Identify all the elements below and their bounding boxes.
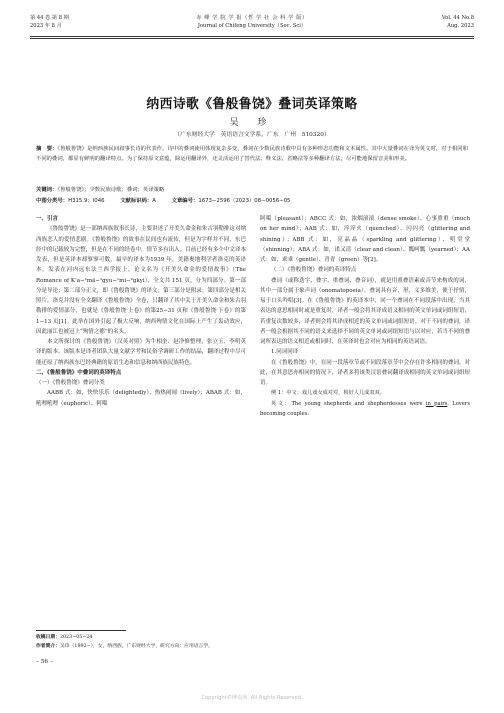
author-bio: 吴珍（1992−），女，纳西族，广东财经大学，研究方向：应用语言学。	[60, 644, 213, 649]
received-date: 2023−05−24	[60, 635, 93, 640]
footnote-rule	[36, 630, 126, 631]
subsection-heading: （一）《鲁般鲁饶》叠词分类	[36, 380, 105, 386]
journal-name-cn: 赤 峰 学 院 学 报（哲 学 社 会 科 学 版）	[196, 15, 308, 21]
volume-issue: 第 44 卷 第 8 期	[30, 15, 69, 21]
issue-date: 2023 年 8 月	[30, 23, 62, 29]
keywords	[36, 185, 468, 193]
subsection-heading: 1.同词同译	[271, 349, 299, 356]
example-chinese: 例 1：中文：戏儿戏女成对对，相好人儿成双双。	[271, 390, 385, 397]
paragraph: AABB 式：如，快快乐乐（delightedly）、热热闹闹（lively）；ABAB 式：如，吼哩吼哩（euphoric）、阿噶	[36, 390, 246, 407]
article-id-label: 文章编号：	[171, 198, 199, 204]
journal-name-en: Journal of Chifeng University（Soc. Sci）	[197, 23, 307, 29]
volume-issue-en: Vol. 44 No.8	[441, 15, 474, 21]
paragraph: 在《鲁般鲁饶》中，在同一段落章节或不同段落章节中会存在许多相同的叠词，对此，在其意思亦相同的情况下，译者多将该类汉语叠词翻译成相同的英文单词或词组短语。	[260, 359, 470, 386]
paragraph: 叠词（或称迭字、叠字、重叠词、叠音词），就是用重叠语素或音节来构成的词，其中一部分属于象声词（onomatopoeia）。叠词具有音、形、义多维美，便于抒情，易于口头吟唱[3]。在《鲁般鲁饶》的英译本中，同一个叠词在不同段落中出现，当其表达的意思相同时或是重复时，译者一般会将其译成语义相同的英文单词或词组短语，若重复次数较多，译者则会将其译成相近的英文单词或词组短语。对于不同的叠词，译者一般会根据其不同的语义来选择不同的英文单词或词组短语与以对应，若当不同的叠词所表达的语义相近或相同时，在英译时也会对应为相同的英语词语。	[260, 277, 470, 345]
classification-line	[36, 196, 468, 204]
footnote-author	[36, 642, 213, 649]
clc-label: 中图分类号：	[36, 198, 69, 204]
paper-title: 纳西诗歌《鲁般鲁饶》叠词英译策略	[146, 97, 358, 112]
issue-date-en: Aug. 2023	[447, 23, 474, 29]
received-label: 收稿日期：	[36, 635, 60, 640]
journal-header	[30, 14, 474, 36]
article-id	[172, 198, 291, 204]
abstract-label: 摘 要：	[36, 146, 58, 152]
section-heading-intro: 一、引言	[36, 216, 59, 222]
author-affiliation: （广东财经大学 英语语言文学系，广东 广州 510320）	[174, 132, 330, 138]
clc	[36, 198, 105, 204]
header-rule-thin	[30, 38, 474, 39]
example-english-underlined: in pairs	[425, 400, 448, 407]
body-column-right	[260, 214, 470, 419]
subsection-heading: （二）《鲁般鲁饶》叠词的英译特点	[271, 267, 357, 274]
journal-name	[30, 14, 474, 30]
abstract-text: 《鲁般鲁饶》是纳西族民间叙事长诗的代表作。诗中的叠词使用体现复杂多变，叠词在少数民族诗歌中具有多种形态功能和文本属性。其中大量叠词在译为英文时，对于相同和不同的叠词，都显有鲜明的翻译特点。为了保持原文意蕴，除运用翻译外，还灵活运用了替代法、释义法、省略法等多种翻译方法，尽可能地保留音美和形美。	[36, 146, 468, 163]
paragraph: 《鲁般鲁饶》是一部纳西族叙事长诗，主要讲述了开美久命金和朱古羽勒排这对纳西族恋人的爱情悲剧。《鲁般鲁饶》的故事在民间也有流传，但是为字样并不同，东巴经中的记载较为完整，但是在不同的经卷中，情节多有出入。目前已经有多个中文译本发表，但是英译本却寥寥可数，最早的译本为1939 年，美籍奥地利学者洛克的英译本，发表在河内远东法兰西学报上，论文名为《开美久命金的爱情故事》（The Romance of K’a−²mä−¹gyu−¹mi−²gkyi），全文共 151 页，分为四部分。第一部分是导论；第二部分正文，即《鲁般鲁饶》的译文；第三部分是附录；第四部分是相关照片。洛克并没有全文翻译《鲁般鲁饶》全卷，只翻译了其中关于开美久命金和朱古羽勒排的爱情部分，也就是《鲁般鲁饶·上卷》的第25−31 页和《鲁般鲁饶·下卷》的第 1−13 页[1]。此举在国外引起了极大反响，纳西殉情文化在国际上产生了轰动效应，因此丽江也被冠上“殉情之都”的名头。	[36, 226, 246, 335]
example-english-text: 英文：The young shepherds and shepherdesses were	[271, 400, 426, 407]
doc-code-label: 文献标识码：	[120, 198, 153, 204]
section-heading-features: 二、《鲁般鲁饶》中叠词的英译特点	[36, 369, 122, 376]
page-number: – 56 –	[36, 659, 53, 665]
issue-info-en	[442, 14, 474, 30]
clc-value: H315.9；I046	[68, 198, 105, 204]
footnote-received	[36, 633, 92, 640]
header-rule	[30, 36, 474, 37]
abstract	[36, 144, 468, 165]
article-id-value: 1673−2596（2023）08−0056−05	[198, 198, 291, 204]
paragraph: 阿噶（pleasant）；ABCC 式：如，浓烟滚滚（dense smoke）、心事重重（much on her mind）；AAB 式：如，淬淬火（quenched）、闪闪亮（glittering and shining）；ABB 式：如，亮晶晶（sparkling and glittering）、明堂堂（shinning）；ABA 式：如，诺又清（clear and clean）、瓢呵瓢（yearned）；AA 式：如，乖乖（gentle）、青青（green）等[2]。	[260, 216, 470, 263]
paragraph: 本文所探讨的《鲁般鲁饶》（汉英对照）为牛相奎、赵净修整理，张立玉、李明英译的版本。该版本是译者团队大量文献学考和民俗学调研工作的结晶，翻译过程中尽可能还原了纳西族东巴经典籍的原语生态和信息和纳西族民族特色。	[36, 339, 246, 366]
body-column-left	[36, 214, 246, 409]
example-english	[260, 399, 470, 420]
doc-code-value: A	[152, 198, 156, 204]
example-english-text-end: . Lovers becoming couples.	[260, 400, 470, 417]
keywords-label: 关键词：	[36, 187, 58, 193]
author-name: 吴 珍	[229, 118, 275, 128]
doc-code	[120, 198, 156, 204]
copyright-watermark: Copyright©博看网. All Rights Reserved.	[201, 695, 303, 701]
keywords-text: 《鲁般鲁饶》；少数民族诗歌；叠词；英译策略	[57, 187, 165, 193]
author-bio-label: 作者简介：	[36, 644, 60, 649]
